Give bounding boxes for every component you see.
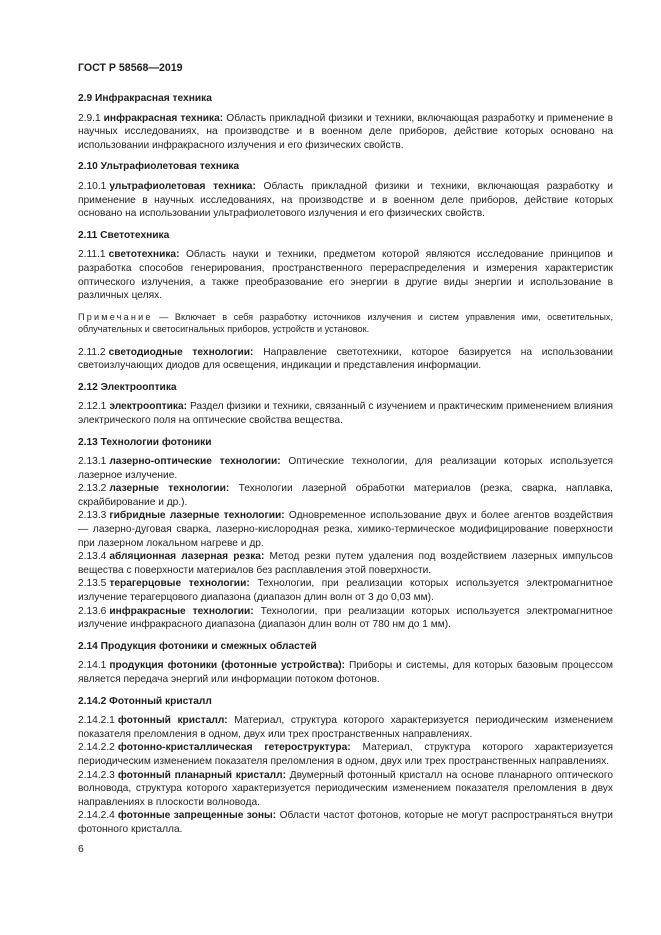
- clause-number: 2.11.2: [78, 346, 106, 358]
- clause-number: 2.13.5: [78, 578, 107, 590]
- section-heading: 2.13 Технологии фотоники: [78, 436, 212, 448]
- definition-text: Области частот фотонов, которые не могут распространяться внутри фотонного кристалла.: [78, 810, 613, 835]
- term-name: инфракрасная техника:: [103, 112, 224, 124]
- section-heading: 2.9 Инфракрасная техника: [78, 93, 212, 104]
- term-definition: [78, 769, 613, 810]
- definition-text: Технологии, при реализации которых используется электромагнитное излучение терагерцового диапазона (диапазон длин волн от 3 до 0,03 мм).: [78, 578, 613, 604]
- term-definition: [78, 112, 613, 153]
- definition-text: Область прикладной физики и техники, включающая разработку и применение в научных исследованиях, на производстве и в военном деле приборов, действие которых основано на использовании инфракрасного излучения и его физических свойств.: [78, 112, 613, 151]
- term-name: терагерцовые технологии:: [109, 578, 250, 590]
- term-name: инфракрасные технологии:: [109, 605, 254, 617]
- document-body: [78, 92, 613, 837]
- definition-text: Технологии лазерной обработки материалов (резка, сварка, наплавка, скрайбирование и др.).: [78, 483, 613, 508]
- section-heading: 2.10 Ультрафиолетовая техника: [78, 161, 240, 173]
- section-heading: 2.14.2 Фотонный кристалл: [78, 695, 212, 707]
- term-name: абляционная лазерная резка:: [109, 551, 265, 563]
- definition-text: Приборы и системы, для которых базовым процессом является передача энергий или информации потоком фотонов.: [78, 660, 613, 685]
- definition-text: Материал, структура которого характеризуется периодическим изменением показателя преломления в одном, двух или трех пространственных направлениях.: [78, 715, 613, 740]
- term-definition: [78, 455, 613, 482]
- definition-text: Материал, структура которого характеризуется периодическим изменением показателя преломления в одном, двух или трех пространственных направлениях.: [78, 742, 613, 767]
- term-name: светодиодные технологии:: [108, 346, 254, 358]
- term-definition: [78, 400, 613, 427]
- term-definition: [78, 809, 613, 836]
- note-text: — Включает в себя разработку источников излучения и систем управления ими, осветительных, облучательных и светосигнальных приборов, устройств и установок.: [78, 311, 613, 335]
- term-definition: [78, 346, 613, 373]
- term-definition: [78, 714, 613, 741]
- term-definition: [78, 482, 613, 509]
- term-name: фотонные запрещенные зоны:: [117, 810, 277, 822]
- term-name: фотонно-кристаллическая гетероструктура:: [117, 742, 351, 754]
- note-label: Примечание: [78, 311, 153, 322]
- clause-number: 2.14.2.2: [78, 742, 115, 754]
- clause-number: 2.13.4: [78, 551, 107, 563]
- definition-text: Раздел физики и техники, связанный с изучением и практическим применением влияния электрического поля на оптические свойства вещества.: [78, 401, 613, 426]
- term-name: гибридные лазерные технологии:: [109, 510, 285, 522]
- clause-number: 2.13.2: [78, 483, 107, 495]
- section-heading: 2.14 Продукция фотоники и смежных областей: [78, 640, 317, 652]
- term-name: лазерные технологии:: [109, 483, 230, 495]
- clause-number: 2.14.2.4: [78, 810, 115, 822]
- term-name: фотонный кристалл:: [117, 715, 228, 727]
- term-definition: [78, 180, 613, 221]
- note: [78, 311, 613, 336]
- term-name: светотехника:: [108, 249, 180, 261]
- clause-number: 2.12.1: [78, 401, 107, 413]
- clause-number: 2.9.1: [78, 112, 101, 124]
- term-definition: [78, 248, 613, 302]
- clause-number: 2.14.2.1: [78, 715, 115, 727]
- clause-number: 2.14.2.3: [78, 769, 115, 781]
- term-definition: [78, 741, 613, 768]
- term-definition: [78, 577, 613, 604]
- definition-text: Оптические технологии, для реализации которых используется лазерное излучение.: [78, 456, 614, 481]
- definition-text: Технологии, при реализации которых используется электромагнитное излучение инфракрасного диапазона (диапазон длин волн от 780 нм до 1 мм).: [78, 605, 613, 631]
- term-name: ультрафиолетовая техника:: [109, 180, 256, 192]
- document-header: ГОСТ Р 58568—2019: [78, 62, 183, 74]
- term-definition: [78, 605, 613, 632]
- clause-number: 2.13.1: [78, 456, 107, 468]
- definition-text: Одновременное использование двух и более агентов воздействия — лазерно-дуговая сварка, лазерно-кислородная резка, химико-термическое модифицирование поверхности при лазерном локальном нагреве и др.: [78, 510, 613, 549]
- term-name: продукция фотоники (фотонные устройства):: [109, 660, 346, 672]
- clause-number: 2.13.6: [78, 605, 107, 617]
- clause-number: 2.10.1: [78, 180, 107, 192]
- term-name: лазерно-оптические технологии:: [109, 456, 281, 468]
- term-definition: [78, 550, 613, 577]
- term-definition: [78, 659, 613, 686]
- section-heading: 2.11 Светотехника: [78, 229, 170, 241]
- term-definition: [78, 509, 613, 550]
- clause-number: 2.11.1: [78, 249, 106, 261]
- definition-text: Двумерный фотонный кристалл на основе планарного оптического волновода, структура которого характеризуется периодическим изменением показателя преломления в двух направлениях в плоскости волновода.: [78, 769, 613, 808]
- definition-text: Направление светотехники, которое базируется на использовании светоизлучающих диодов для освещения, индикации и представления информации.: [78, 346, 613, 372]
- definition-text: Метод резки путем удаления под воздействием лазерных импульсов вещества с поверхности материалов без расплавления этой поверхности.: [78, 551, 613, 576]
- definition-text: Область прикладной физики и техники, включающая разработку и применение в научных исследованиях, на производстве и в военном деле приборов, действие которых основано на использовании ультрафиолетового излучения и его физических свойств.: [78, 180, 613, 220]
- clause-number: 2.14.1: [78, 660, 107, 672]
- term-name: электрооптика:: [109, 401, 188, 413]
- term-name: фотонный планарный кристалл:: [117, 769, 286, 781]
- section-heading: 2.12 Электрооптика: [78, 381, 177, 393]
- page-number: 6: [78, 844, 84, 855]
- definition-text: Область науки и техники, предметом которой являются исследование принципов и разработка способов генерирования, пространственного перераспределения и измерения характеристик оптического излучения, а также преобразование его энергии в другие виды энергии и использование в различных целях.: [78, 249, 613, 302]
- clause-number: 2.13.3: [78, 510, 107, 522]
